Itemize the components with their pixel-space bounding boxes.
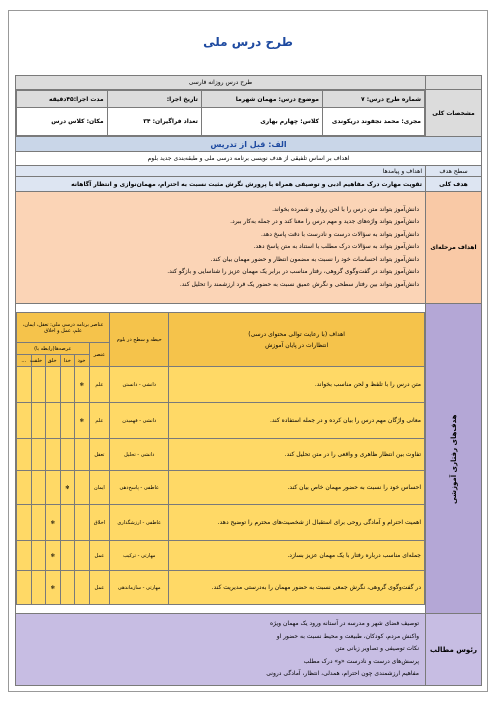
behavior-goal: معانی واژگان مهم درس را بیان کرده و در جمله استفاده کند. — [169, 403, 425, 439]
area-khoda: خدا — [60, 355, 74, 367]
specs-label: مشخصات کلی — [426, 90, 482, 137]
stage-goal-item: دانش‌آموز بتواند احساسات خود را نسبت به مضمون انتظار و حضور مهمان بیان کند. — [210, 255, 419, 263]
header-expected: انتظارات در پایان آموزش — [265, 341, 329, 349]
behavior-goals-table — [16, 312, 425, 605]
behavior-element: علم — [89, 403, 110, 439]
headings-list — [16, 614, 426, 686]
area-khelghat: خلقت — [31, 355, 45, 367]
behavior-element: ایمان — [89, 471, 110, 505]
stage-goals-list — [16, 192, 426, 304]
stage-goal-item: دانش‌آموز بتواند بین رفتار سطحی و نگرش عمیق نسبت به حضور یک فرد ارزشمند را تحلیل کند. — [179, 280, 419, 288]
area-mark — [75, 439, 89, 471]
lesson-plan-table — [15, 75, 482, 686]
page-title: طرح درس ملی — [9, 11, 487, 73]
area-mark: ✻ — [75, 403, 89, 439]
stage-goals-label: اهداف مرحله‌ای — [426, 192, 482, 304]
behavior-element: علم — [89, 367, 110, 403]
section-a-heading: الف: قبل از تدریس — [16, 137, 482, 152]
behavior-goal: اهمیت احترام و آمادگی روحی برای استقبال از شخصیت‌های محترم را توضیح دهد. — [169, 505, 425, 541]
grade: کلاس: چهارم بهاری — [201, 108, 322, 136]
heading-item: واکنش مردم، کودکان، طبیعت و محیط نسبت به حضور او — [276, 632, 419, 640]
intro-text: اهداف بر اساس تلفیقی از هدف نویسی برنامه درسی ملی و طبقه‌بندی جدید بلوم — [16, 152, 482, 166]
headings-label: رئوس مطالب — [426, 614, 482, 686]
duration: مدت اجرا:۴۵دقیقه — [17, 91, 108, 108]
area-extra: ... — [17, 355, 32, 367]
behavior-bloom: مهارتی - ترکیب — [110, 541, 169, 571]
lesson-topic: موضوع درس: مهمان شهرما — [201, 91, 322, 108]
header-areas: عرصه‌ها(رابطه با) — [17, 343, 90, 355]
subject-title: طرح درس روزانه فارسی — [16, 76, 426, 90]
behavior-goals-label: هدف‌های رفتاری آموزشی — [426, 304, 482, 614]
goal-level-label: سطح هدف — [426, 166, 482, 177]
overall-goal: تقویت مهارت درک مفاهیم ادبی و توصیفی همراه با پرورش نگرش مثبت نسبت به احترام، مهمان‌نوازی و انتظار آگاهانه — [16, 177, 426, 192]
behavior-bloom: دانشی - دانستن — [110, 367, 169, 403]
area-khod: خود — [75, 355, 89, 367]
header-curriculum: عناصر برنامه درسی ملی: تعقل، ایمان، علم، عمل و اخلاق — [17, 313, 110, 343]
behavior-element: عمل — [89, 571, 110, 605]
area-mark: ✻ — [46, 541, 60, 571]
area-mark: ✻ — [60, 471, 74, 505]
behavior-goal: در گفت‌وگوی گروهی، نگرش جمعی نسبت به حضور مهمان را به‌درستی مدیریت کند. — [169, 571, 425, 605]
lesson-number: شماره طرح درس: ۷ — [323, 91, 425, 108]
area-mark: ✻ — [46, 571, 60, 605]
behavior-bloom: مهارتی - سازماندهی — [110, 571, 169, 605]
behavior-goal: تفاوت بین انتظار ظاهری و واقعی را در متن تحلیل کند. — [169, 439, 425, 471]
behavior-element: اخلاق — [89, 505, 110, 541]
behavior-goal: جمله‌ای مناسب درباره رفتار با یک مهمان عزیز بسازد. — [169, 541, 425, 571]
behavior-bloom: دانشی - تحلیل — [110, 439, 169, 471]
header-bloom: حیطه و سطح در بلوم — [110, 313, 169, 367]
place: مکان: کلاس درس — [17, 108, 108, 136]
lesson-plan-page — [8, 10, 488, 692]
header-goals: اهداف (با رعایت توالی محتوای درسی) — [248, 330, 345, 338]
heading-item: نکات توصیفی و تصاویر زبانی متن — [335, 645, 419, 653]
teacher-name: مجری: محمد نجفوند دریکوندی — [323, 108, 425, 136]
overall-goal-label: هدف کلی — [426, 177, 482, 192]
stage-goal-item: دانش‌آموز بتواند به سؤالات درک مطلب با استناد به متن پاسخ دهد. — [253, 243, 419, 251]
behavior-element: عمل — [89, 541, 110, 571]
student-count: تعداد فراگیران: ۳۴ — [107, 108, 201, 136]
specs-grid — [16, 90, 425, 136]
behavior-bloom: دانشی - فهمیدن — [110, 403, 169, 439]
behavior-goal: احساس خود را نسبت به حضور مهمان خاص بیان کند. — [169, 471, 425, 505]
area-mark: ✻ — [75, 367, 89, 403]
exec-date: تاریخ اجرا: — [107, 91, 201, 108]
stage-goal-item: دانش‌آموز بتواند متن درس را با لحن روان و شمرده بخواند. — [272, 205, 419, 213]
behavior-bloom: عاطفی - ارزشگذاری — [110, 505, 169, 541]
behavior-bloom: عاطفی - پاسخ‌دهی — [110, 471, 169, 505]
heading-item: مفاهیم ارزشمندی چون احترام، همدلی، انتظار، آمادگی درونی — [266, 670, 419, 678]
stage-goal-item: دانش‌آموز بتواند در گفت‌وگوی گروهی، رفتار مناسب در برابر یک مهمان عزیز را شناسایی و بازگو کند. — [167, 268, 419, 276]
header-element: عنصر — [89, 343, 110, 367]
area-khalgh: خلق — [46, 355, 60, 367]
behavior-element: تعقل — [89, 439, 110, 471]
area-mark: ✻ — [46, 505, 60, 541]
heading-item: توصیف فضای شهر و مدرسه در آستانه ورود یک مهمان ویژه — [270, 620, 419, 628]
goals-outcomes-label: اهداف و پیامدها — [16, 166, 426, 177]
behavior-goal: متن درس را با تلفظ و لحن مناسب بخواند. — [169, 367, 425, 403]
stage-goal-item: دانش‌آموز بتواند به سؤالات درست و نادرست با دقت پاسخ دهد. — [260, 230, 419, 238]
stage-goal-item: دانش‌آموز بتواند واژه‌های جدید و مهم درس را معنا کند و در جمله به‌کار ببرد. — [230, 218, 419, 226]
heading-item: پرسش‌های درست و نادرست «و» درک مطلب — [303, 657, 419, 665]
